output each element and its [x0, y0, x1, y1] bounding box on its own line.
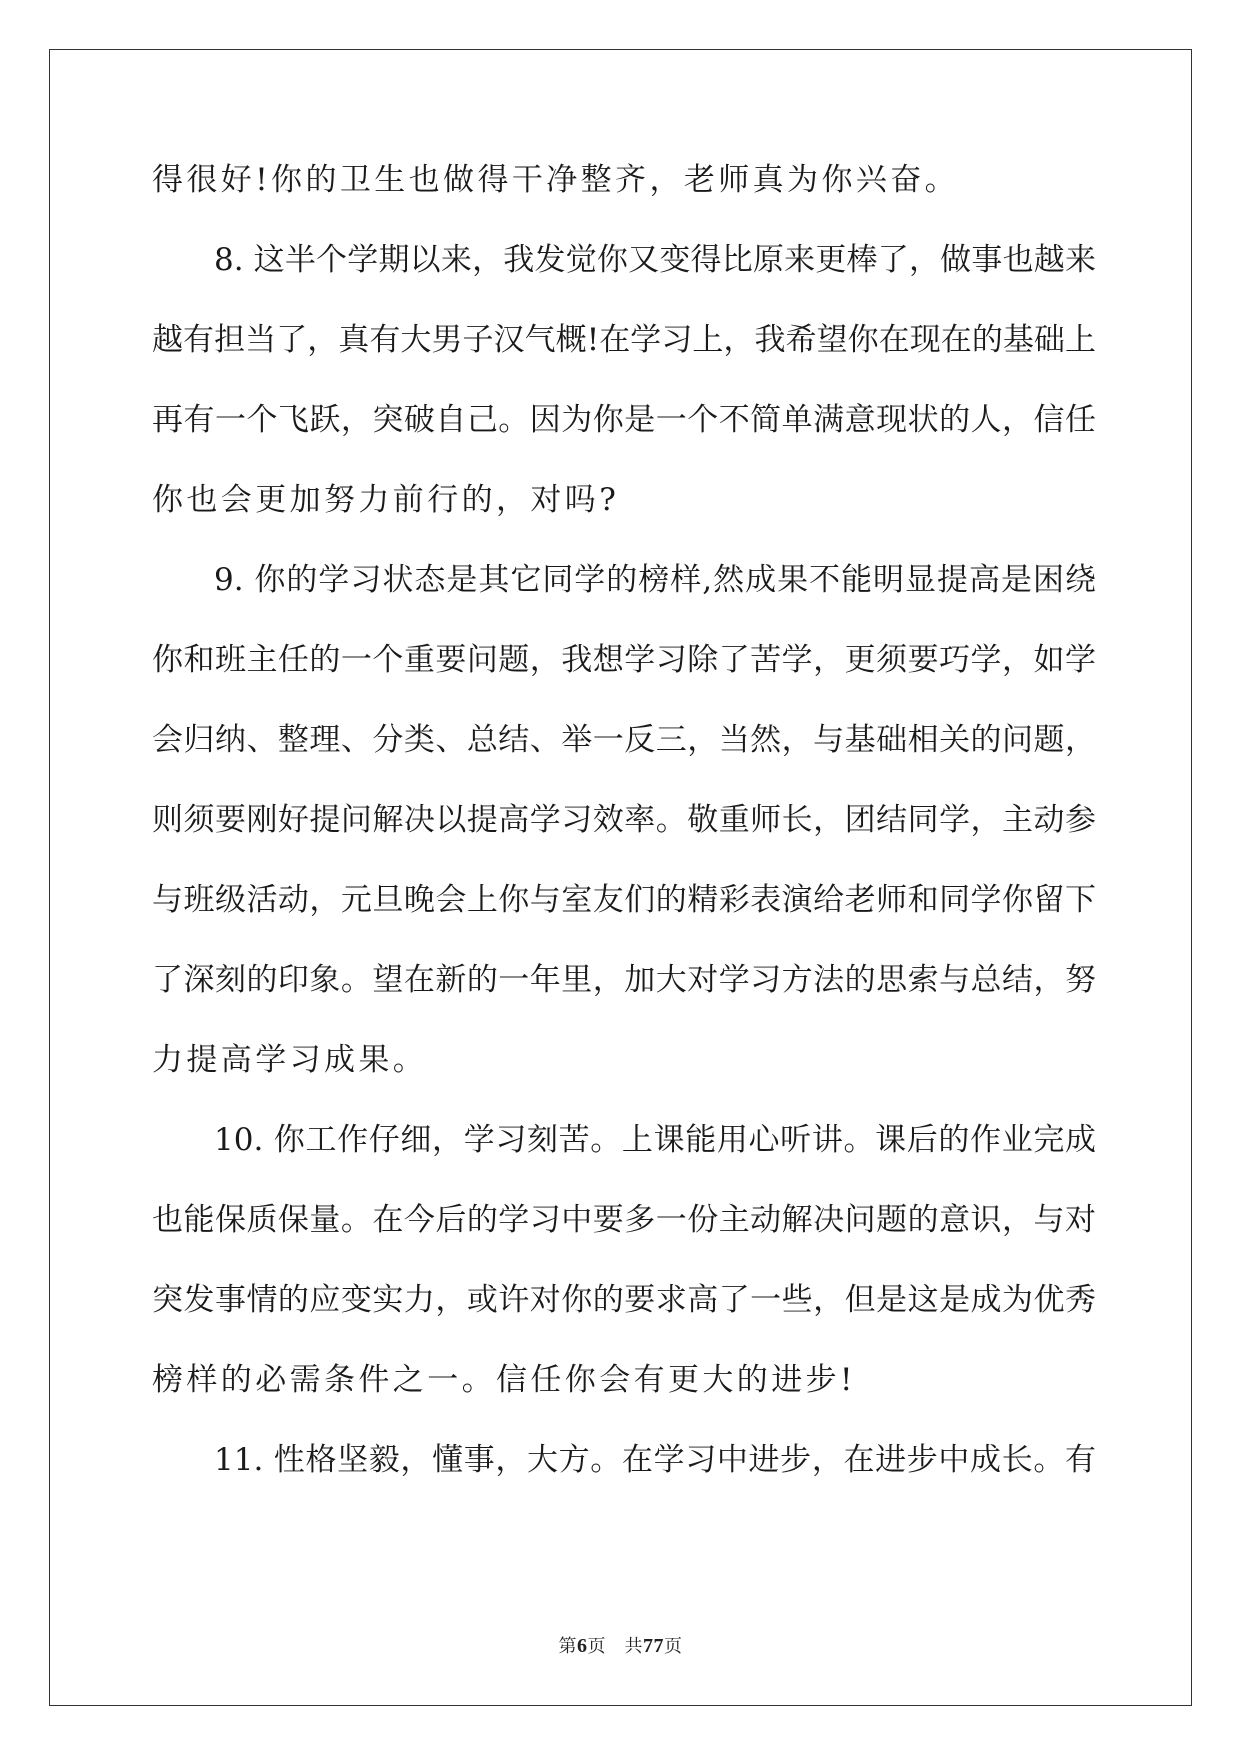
text-line: 力提高学习成果。 — [152, 1042, 428, 1078]
text-line: 你也会更加努力前行的，对吗? — [152, 482, 620, 518]
text-line: 也能保质保量。在今后的学习中要多一份主动解决问题的意识，与对 — [152, 1202, 1096, 1238]
text-line: 突发事情的应变实力，或许对你的要求高了一些，但是这是成为优秀 — [152, 1282, 1096, 1318]
footer-prefix: 第 — [558, 1636, 577, 1657]
document-body — [152, 160, 1096, 1520]
page-footer — [0, 1632, 1241, 1658]
footer-suffix: 页 — [664, 1636, 683, 1657]
text-line: 榜样的必需条件之一。信任你会有更大的进步! — [152, 1362, 856, 1398]
text-line: 与班级活动，元旦晚会上你与室友们的精彩表演给老师和同学你留下 — [152, 882, 1096, 918]
text-line: 会归纳、整理、分类、总结、举一反三，当然，与基础相关的问题， — [152, 722, 1096, 758]
text-line: 得很好!你的卫生也做得干净整齐，老师真为你兴奋。 — [152, 162, 960, 198]
paragraph-start-10: 10. 你工作仔细，学习刻苦。上课能用心听讲。课后的作业完成 — [214, 1122, 1096, 1158]
paragraph-start-11: 11. 性格坚毅，懂事，大方。在学习中进步，在进步中成长。有 — [214, 1442, 1096, 1478]
text-line: 则须要刚好提问解决以提高学习效率。敬重师长，团结同学，主动参 — [152, 802, 1096, 838]
text-line: 你和班主任的一个重要问题，我想学习除了苦学，更须要巧学，如学 — [152, 642, 1096, 678]
paragraph-start-8: 8. 这半个学期以来，我发觉你又变得比原来更棒了，做事也越来 — [214, 242, 1096, 278]
total-page-count: 77 — [643, 1635, 664, 1657]
text-line: 再有一个飞跃，突破自己。因为你是一个不简单满意现状的人，信任 — [152, 402, 1096, 438]
paragraph-start-9: 9. 你的学习状态是其它同学的榜样,然成果不能明显提高是困绕 — [214, 562, 1096, 598]
text-line: 了深刻的印象。望在新的一年里，加大对学习方法的思索与总结，努 — [152, 962, 1096, 998]
footer-middle: 页 共 — [587, 1636, 643, 1657]
current-page-number: 6 — [577, 1635, 588, 1657]
text-line: 越有担当了，真有大男子汉气概!在学习上，我希望你在现在的基础上 — [152, 322, 1096, 358]
